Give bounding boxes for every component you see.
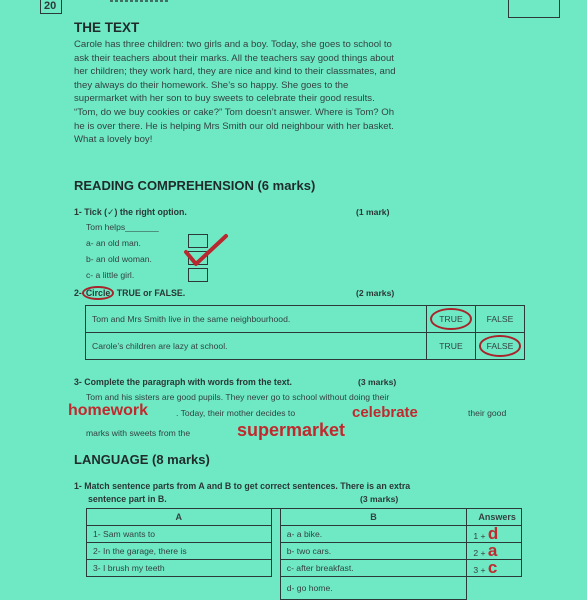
score-box [508,0,560,18]
empty-cell [87,577,272,600]
tf-true-cell[interactable] [427,333,476,360]
table-row [86,333,525,360]
match-a-cell: 2- In the garage, there is [87,543,272,560]
column-gap [271,543,280,560]
q1-stem: Tom helps_______ [86,222,159,232]
q1-marks: (1 mark) [356,207,390,217]
text-line: her children; they work hard, they are nice and kind to their classmates, and [74,66,396,78]
table-row [87,560,522,577]
match-a-cell: 3- I brush my teeth [87,560,272,577]
q3-prompt: 3- Complete the paragraph with words from the text. [74,377,292,387]
check-mark-icon [182,230,230,270]
text-line: supermarket with her son to buy sweets to celebrate their good results. [74,93,375,105]
text-title: THE TEXT [74,20,140,35]
q2-number: 2- [74,288,82,298]
q2-marks: (2 marks) [356,288,395,298]
text-line: he is over there. He is helping Mrs Smith our old neighbour with her basket. [74,120,394,132]
tf-false-cell[interactable] [476,333,525,360]
q1-option-b: b- an old woman. [86,254,152,264]
tf-true-option[interactable]: TRUE [430,308,471,330]
q1-checkbox-c[interactable] [188,268,208,282]
answer-letter[interactable]: c [487,557,498,577]
tf-true-option[interactable]: TRUE [439,341,463,351]
text-line: “Tom, do we buy cookies or cake?” Tom doesn’t answer. Where is Tom? Oh [74,106,395,118]
q1-prompt: 1- Tick (✓) the right option. [74,207,187,217]
tf-statement: Tom and Mrs Smith live in the same neighbourhood. [86,306,427,333]
answer-number: 3 + [473,564,486,575]
answer-number: 2 + [473,547,486,558]
q3-answer-supermarket[interactable]: supermarket [237,420,346,440]
column-b-header: B [280,509,467,526]
answer-number: 1 + [473,530,486,541]
table-row [86,306,525,333]
q3-line2b: their good [468,408,507,418]
q3-answer-celebrate[interactable]: celebrate [352,404,418,421]
table-row [87,577,522,600]
tf-statement: Carole’s children are lazy at school. [86,333,427,360]
match-b-extra-cell: d- go home. [280,577,467,600]
lang-q1-prompt: 1- Match sentence parts from A and B to get correct sentences. There is an extra [74,481,411,491]
tf-false-option[interactable]: FALSE [486,314,514,324]
q3-line1: Tom and his sisters are good pupils. They never go to school without doing their [86,392,390,402]
table-row [87,526,522,543]
reading-title: READING COMPREHENSION (6 marks) [74,178,316,193]
q1-option-a: a- an old man. [86,238,141,248]
q3-answer-homework[interactable]: homework [68,402,149,419]
answer-letter[interactable]: d [487,523,499,543]
match-b-cell: b- two cars. [280,543,467,560]
header-handwriting [110,0,170,2]
lang-q1-prompt-2: sentence part in B. [88,494,167,504]
q2-prompt-rest: TRUE or FALSE. [116,288,186,298]
lang-q1-marks: (3 marks) [360,494,399,504]
match-b-cell: c- after breakfast. [280,560,467,577]
answer-letter[interactable]: a [487,540,498,560]
column-gap [271,577,280,600]
q3-line2a: . Today, their mother decides to [176,408,296,418]
column-gap [271,526,280,543]
match-a-cell: 1- Sam wants to [87,526,272,543]
column-gap [271,560,280,577]
matching-table [86,508,522,600]
column-a-header: A [87,509,272,526]
page-number-box: 20 [40,0,62,14]
answers-header: Answers [467,509,522,526]
q2-circle-word: Circle [82,286,114,300]
empty-cell [467,577,522,600]
text-line: ask their teachers about their marks. All the teachers say good things about [74,52,394,64]
column-gap [271,509,280,526]
answer-cell[interactable] [467,557,522,577]
q1-option-c: c- a little girl. [86,270,135,280]
q3-line3a: marks with sweets from the [86,428,191,438]
tf-false-cell[interactable] [476,306,525,333]
q2-prompt [74,288,185,298]
text-paragraph [74,38,526,147]
text-line: What a lovely boy! [74,134,153,146]
true-false-table [85,305,525,360]
q3-marks: (3 marks) [358,377,397,387]
tf-true-cell[interactable] [427,306,476,333]
table-header-row [87,509,522,526]
tf-false-option[interactable]: FALSE [479,335,522,357]
text-line: Carole has three children: two girls and a boy. Today, she goes to school to [74,39,392,50]
table-row [87,543,522,560]
language-title: LANGUAGE (8 marks) [74,452,210,467]
text-line: they always do their homework. She’s so happy. She goes to the [74,79,349,91]
match-b-cell: a- a bike. [280,526,467,543]
